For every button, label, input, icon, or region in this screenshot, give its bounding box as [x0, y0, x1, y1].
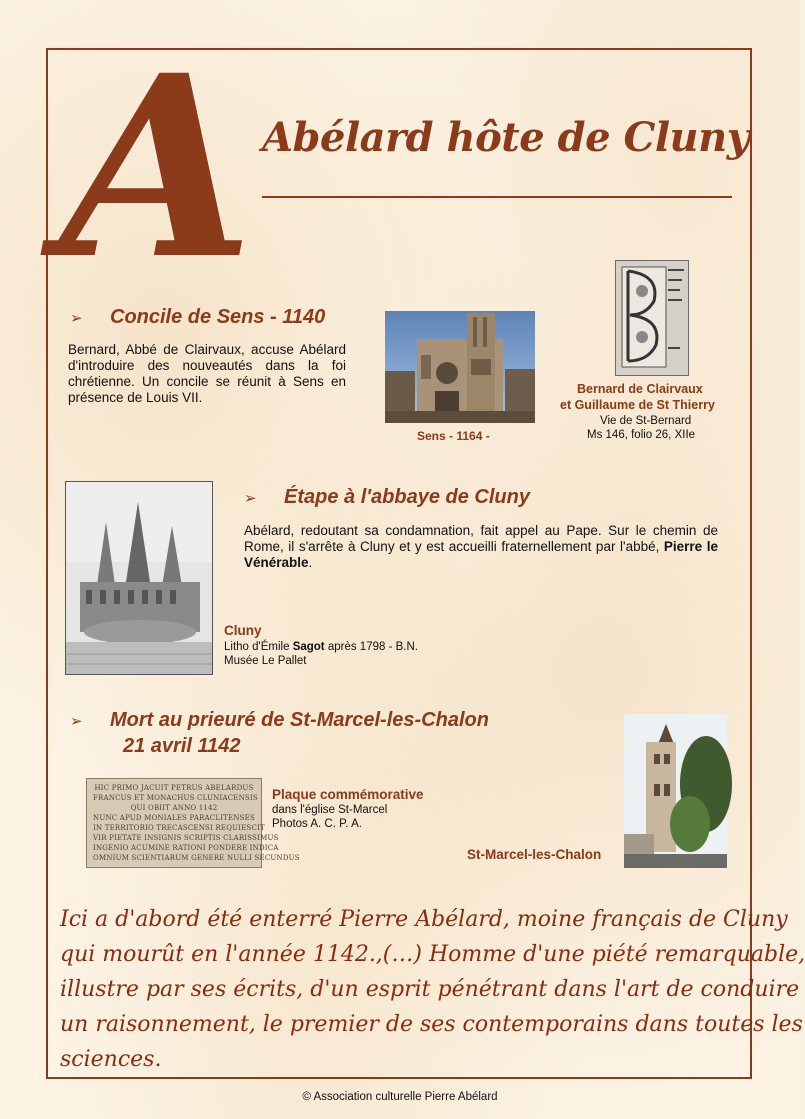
arrow-bullet-icon: ➢	[244, 490, 257, 507]
quote-line: illustre par ses écrits, d'un esprit pénétrant dans l'art de conduire	[60, 977, 800, 1002]
plaque-inscription-line: HIC PRIMO JACUIT PETRUS ABELARDUS	[94, 784, 254, 792]
epitaph-quote	[60, 902, 805, 1077]
section-body-cluny	[244, 523, 718, 571]
caption-text-run: après 1798 - B.N.	[324, 641, 418, 653]
body-text-run: .	[308, 555, 313, 570]
arrow-bullet-icon: ➢	[70, 713, 83, 730]
quote-line: Ici a d'abord été enterré Pierre Abélard, moine français de Cluny	[60, 907, 788, 932]
sens-cathedral-photo	[385, 311, 535, 423]
section-heading-cluny: Étape à l'abbaye de Cluny	[284, 486, 530, 508]
plaque-inscription-line: INGENIO ACUMINE RATIONI PONDERE INDICA	[93, 844, 279, 852]
tower-caption: St-Marcel-les-Chalon	[467, 847, 602, 862]
plaque-inscription-line: IN TERRITORIO TRECASCENSI REQUIESCIT	[93, 824, 265, 832]
cluny-caption-title: Cluny	[224, 623, 262, 638]
plaque-caption-line: Photos A. C. P. A.	[272, 818, 362, 830]
section-heading-mort: Mort au prieuré de St-Marcel-les-Chalon	[110, 709, 489, 731]
plaque-inscription-line: FRANCUS ET MONACHUS CLUNIACENSIS	[93, 794, 258, 802]
plaque-inscription-line: NUNC APUD MONIALES PARACLITENSES	[93, 814, 255, 822]
quote-line: qui mourût en l'année 1142.,(…) Homme d'une piété remarquable,	[60, 942, 805, 967]
page-title: Abélard hôte de Cluny	[262, 114, 750, 161]
section-body-concile: Bernard, Abbé de Clairvaux, accuse Abélard d'introduire des nouveautés dans la foi chrétienne. Un concile se réunit à Sens en présence de Louis VII.	[68, 342, 346, 405]
manuscript-image	[615, 260, 689, 376]
title-underline	[262, 196, 732, 198]
plaque-inscription-line: VIR PIETATE INSIGNIS SCRIPTIS CLARISSIMUS	[93, 834, 279, 842]
quote-line: sciences.	[60, 1047, 162, 1072]
plaque-inscription-line: OMNIUM SCIENTIARUM GENERE NULLI SECUNDUS	[93, 854, 300, 862]
st-marcel-church-photo	[624, 714, 727, 868]
cluny-caption-line: Musée Le Pallet	[224, 655, 307, 667]
copyright-footer: © Association culturelle Pierre Abélard	[302, 1091, 498, 1103]
manuscript-caption-subtitle: et Guillaume de St Thierry	[560, 398, 715, 412]
caption-text-run: Litho d'Émile	[224, 641, 293, 653]
section-heading-concile: Concile de Sens - 1140	[110, 306, 326, 328]
plaque-caption-title: Plaque commémorative	[272, 787, 424, 802]
drop-cap-letter: A	[60, 20, 254, 314]
cluny-abbey-lithograph	[65, 481, 213, 675]
cluny-caption-line	[224, 641, 418, 654]
manuscript-caption-title: Bernard de Clairvaux	[577, 382, 703, 396]
section-heading-date: 21 avril 1142	[123, 735, 241, 757]
quote-line: un raisonnement, le premier de ses contemporains dans toutes les	[60, 1012, 803, 1037]
plaque-caption-line: dans l'église St-Marcel	[272, 804, 388, 816]
plaque-inscription-line: QUI OBIIT ANNO 1142	[130, 804, 218, 812]
arrow-bullet-icon: ➢	[70, 310, 83, 327]
body-text-run: Abélard, redoutant sa condamnation, fait appel au Pape. Sur le chemin de Rome, il s'arrête à Cluny et y est accueilli fraternellement par l'abbé,	[244, 523, 718, 554]
sens-photo-caption: Sens - 1164 -	[417, 429, 490, 443]
commemorative-plaque-photo	[86, 778, 300, 868]
abbot-name: Pierre le Vénérable	[244, 539, 718, 570]
artist-name: Sagot	[292, 641, 325, 653]
manuscript-caption-line: Vie de St-Bernard	[600, 415, 692, 427]
manuscript-caption-line: Ms 146, folio 26, XIIe	[587, 429, 696, 441]
